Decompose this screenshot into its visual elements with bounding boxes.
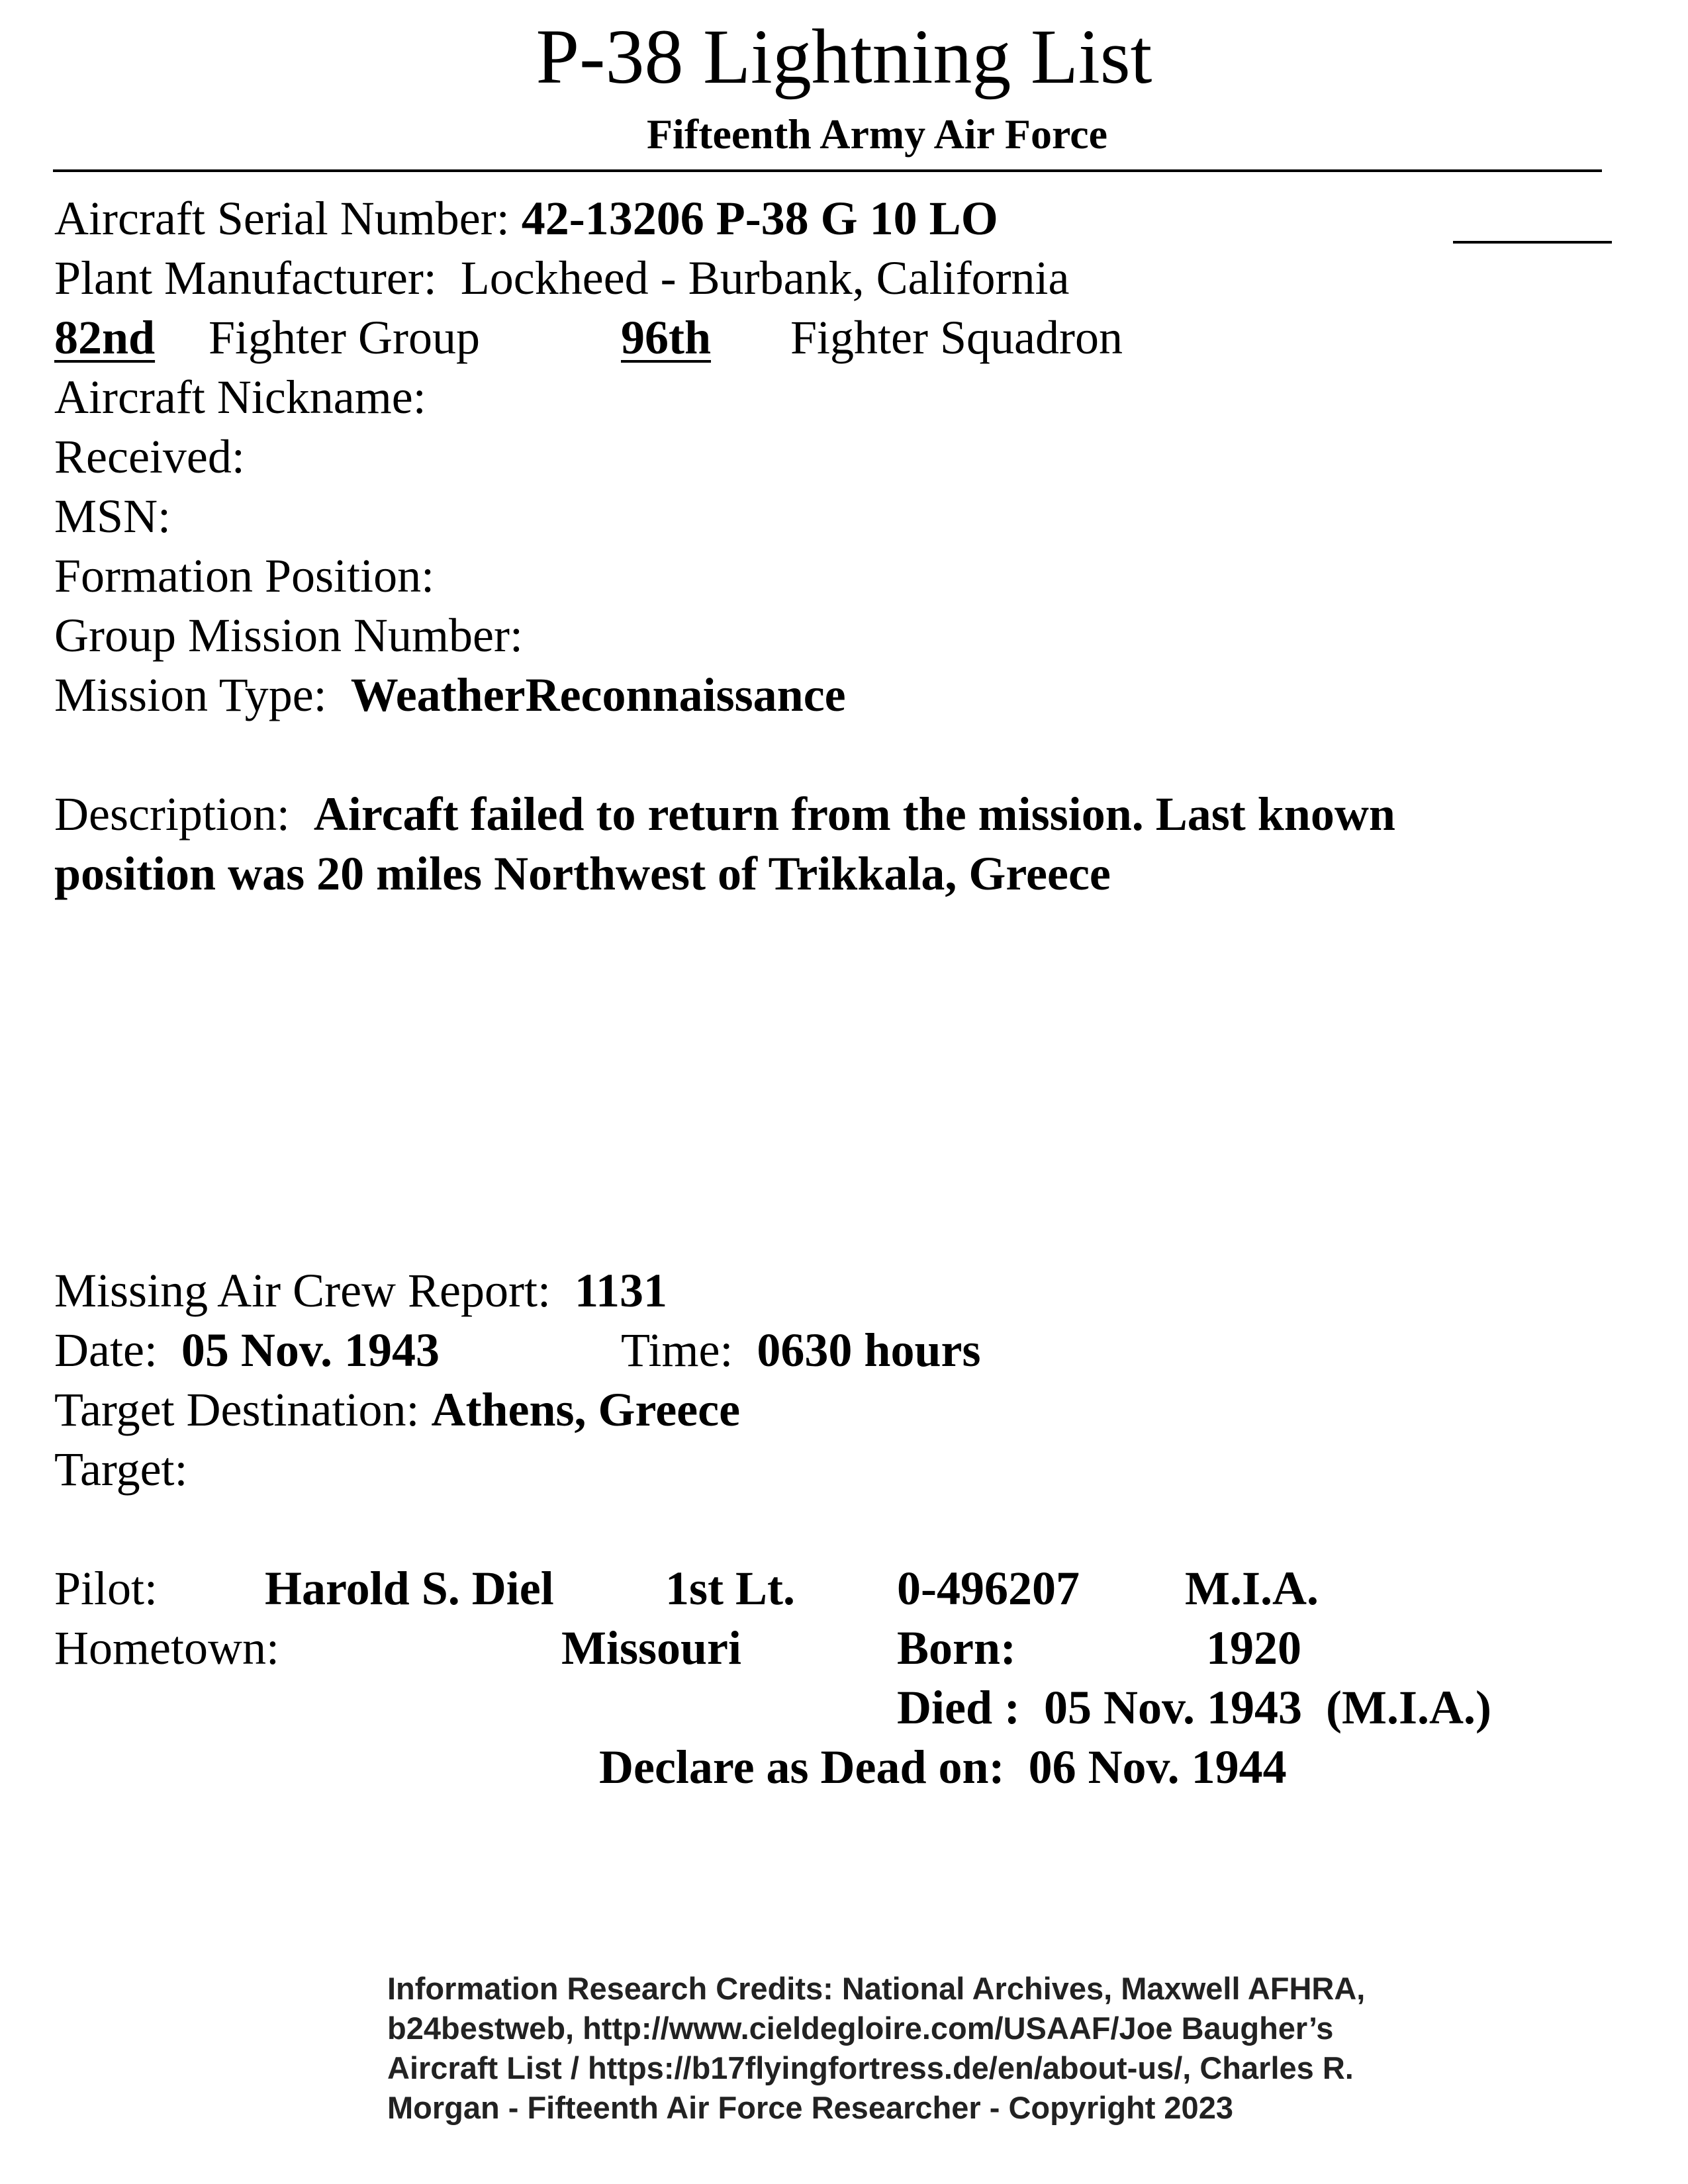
target-label: Target: <box>54 1443 188 1496</box>
description <box>54 784 1544 903</box>
page-title: P-38 Lightning List <box>536 13 1152 100</box>
blank-underline <box>1453 241 1612 244</box>
unit-row <box>54 308 480 367</box>
time-value: 0630 hours <box>757 1324 981 1377</box>
mission-type-value: WeatherReconnaissance <box>350 668 846 721</box>
header-divider <box>53 169 1602 172</box>
nickname-label: Aircraft Nickname: <box>54 371 426 424</box>
time-label: Time: <box>621 1324 733 1377</box>
born-label: Born: <box>897 1621 1016 1674</box>
died-label: Died : <box>897 1681 1020 1734</box>
pilot-status: M.I.A. <box>1185 1562 1319 1615</box>
squadron-number: 96th <box>621 311 712 364</box>
serial-row <box>54 189 998 248</box>
declared-row <box>599 1737 1287 1797</box>
target-destination-row <box>54 1380 740 1439</box>
credits-line-1: Information Research Credits: National Archives, Maxwell AFHRA, <box>387 1971 1366 2006</box>
research-credits <box>387 1969 1367 2128</box>
group-mission-label: Group Mission Number: <box>54 609 523 662</box>
date-value: 05 Nov. 1943 <box>181 1324 440 1377</box>
description-text: Aircaft failed to return from the mission. Last known position was 20 miles Northwest of Trikkala, Greece <box>54 788 1395 900</box>
macr-value: 1131 <box>575 1264 668 1317</box>
manufacturer-row <box>54 248 1069 308</box>
received-label: Received: <box>54 430 245 483</box>
pilot-rank: 1st Lt. <box>665 1562 795 1615</box>
declared-value: 06 Nov. 1944 <box>1028 1741 1287 1794</box>
declared-label: Declare as Dead on: <box>599 1741 1005 1794</box>
manufacturer-value: Lockheed - Burbank, California <box>460 251 1070 304</box>
died-row <box>897 1678 1491 1737</box>
squadron-row <box>621 308 1123 367</box>
time-row <box>621 1320 980 1380</box>
page-subtitle: Fifteenth Army Air Force <box>646 111 1108 158</box>
group-number: 82nd <box>54 311 156 364</box>
serial-value: 42-13206 P-38 G 10 LO <box>521 192 998 245</box>
macr-label: Missing Air Crew Report: <box>54 1264 551 1317</box>
born-value: 1920 <box>1206 1621 1301 1674</box>
date-label: Date: <box>54 1324 158 1377</box>
macr-row <box>54 1261 667 1320</box>
group-label: Fighter Group <box>209 311 480 364</box>
target-destination-label: Target Destination: <box>54 1383 420 1436</box>
pilot-name: Harold S. Diel <box>265 1562 554 1615</box>
serial-label: Aircraft Serial Number: <box>54 192 510 245</box>
target-destination-value: Athens, Greece <box>431 1383 741 1436</box>
hometown-value: Missouri <box>561 1621 742 1674</box>
mission-type-label: Mission Type: <box>54 668 327 721</box>
credits-line-3: Aircraft List / https://b17flyingfortress.de/en/about-us/, Charles R. <box>387 2050 1354 2085</box>
credits-line-4: Morgan - Fifteenth Air Force Researcher - Copyright 2023 <box>387 2090 1233 2125</box>
pilot-label: Pilot: <box>54 1562 158 1615</box>
manufacturer-label: Plant Manufacturer: <box>54 251 437 304</box>
msn-label: MSN: <box>54 490 171 543</box>
description-label: Description: <box>54 788 290 841</box>
squadron-label: Fighter Squadron <box>790 311 1123 364</box>
pilot-serial: 0-496207 <box>897 1562 1080 1615</box>
formation-label: Formation Position: <box>54 549 435 602</box>
died-value: 05 Nov. 1943 (M.I.A.) <box>1043 1681 1491 1734</box>
mission-type-row <box>54 665 846 725</box>
hometown-label: Hometown: <box>54 1621 279 1674</box>
credits-line-2: b24bestweb, http://www.cieldegloire.com/USAAF/Joe Baugher’s <box>387 2011 1334 2046</box>
date-row <box>54 1320 440 1380</box>
